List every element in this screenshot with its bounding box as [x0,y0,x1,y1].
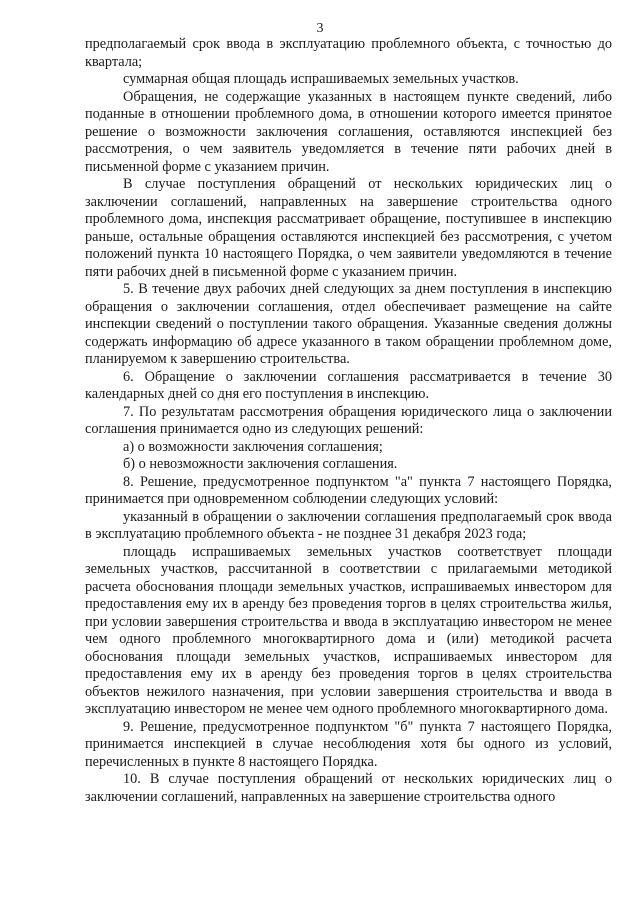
page-number: 3 [316,21,324,36]
paragraph-total-area: суммарная общая площадь испрашиваемых земельных участков. [123,71,519,87]
paragraph-construction-deadline: предполагаемый срок ввода в эксплуатацию проблемного объекта, с точностью до квартала; [85,36,612,70]
paragraph-item-9: 9. Решение, предусмотренное подпунктом "б" пункта 7 настоящего Порядка, принимается инспекцией в случае несоблюдения хотя бы одного из условий, перечисленных в пункте 8 настоящего Порядка. [85,718,612,770]
paragraph-incomplete-applications: Обращения, не содержащие указанных в настоящем пункте сведений, либо поданные в отношении проблемного дома, в отношении которого имеется принятое решение о возможности заключения соглашения, оставляются инспекцией без рассмотрения, о чем заявитель уведомляется в течение пяти рабочих дней в письменной форме с указанием причин. [85,88,612,175]
paragraph-condition-deadline: указанный в обращении о заключении соглашения предполагаемый срок ввода в эксплуатацию проблемного объекта - не позднее 31 декабря 2023 года; [85,508,612,542]
paragraph-item-7: 7. По результатам рассмотрения обращения юридического лица о заключении соглашения принимается одно из следующих решений: [85,403,612,437]
paragraph-condition-area: площадь испрашиваемых земельных участков соответствует площади земельных участков, рассчитанной в соответствии с прилагаемыми методикой расчета обоснования площади земельных участков, испрашиваемых инвестором для предоставления ему их в аренду без проведения торгов в целях строительства жилья, при условии завершения строительства и ввода в эксплуатацию инвестором не менее чем одного проблемного многоквартирного дома и (или) методикой расчета обоснования площади земельных участков, испрашиваемых инвестором для предоставления ему их в аренду без проведения торгов в целях строительства объектов нежилого назначения, при условии завершения строительства и ввода в эксплуатацию инвестором не менее чем одного проблемного многоквартирного дома. [85,543,612,717]
paragraph-multiple-applicants: В случае поступления обращений от нескольких юридических лиц о заключении соглашений, направленных на завершение строительства одного проблемного дома, инспекция рассматривает обращение, поступившее в инспекцию раньше, остальные обращения оставляются инспекцией без рассмотрения, с учетом положений пункта 10 настоящего Порядка, о чем заявители уведомляются в течение пяти рабочих дней в письменной форме с указанием причин. [85,176,612,280]
paragraph-item-6: 6. Обращение о заключении соглашения рассматривается в течение 30 календарных дней со дня его поступления в инспекцию. [85,368,612,402]
paragraph-item-7b: б) о невозможности заключения соглашения. [123,456,398,472]
paragraph-item-7a: а) о возможности заключения соглашения; [123,438,383,455]
paragraph-item-10: 10. В случае поступления обращений от нескольких юридических лиц о заключении соглашений, направленных на завершение строительства одного [85,771,612,805]
paragraph-item-8: 8. Решение, предусмотренное подпунктом "а" пункта 7 настоящего Порядка, принимается при одновременном соблюдении следующих условий: [85,473,612,507]
document-body [85,36,612,806]
paragraph-item-5: 5. В течение двух рабочих дней следующих за днем поступления в инспекцию обращения о заключении соглашения, отдел обеспечивает размещение на сайте инспекции сведений о поступлении такого обращения. Указанные сведения должны содержать информацию об адресе указанного в таком обращении проблемном доме, планируемом к завершению строительства. [85,281,612,367]
